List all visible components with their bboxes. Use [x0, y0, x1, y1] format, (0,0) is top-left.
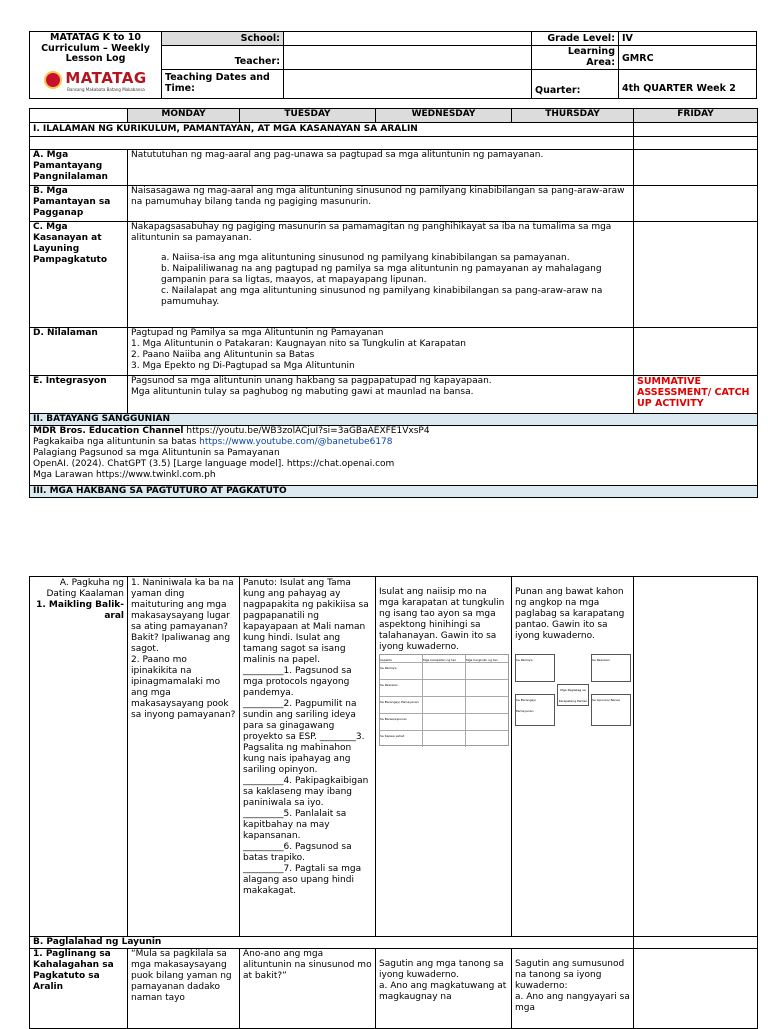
row-a-steps-label [30, 577, 128, 937]
review-label: 1. Maikling Balik-aral [36, 600, 124, 621]
area-label-cell [532, 46, 619, 70]
thursday-review-text: Punan ang bawat kahon ng angkop na mga paglabag sa karapatang pantao. Gawin ito sa iyong kuwaderno. [515, 587, 625, 641]
rights-table-header [380, 655, 508, 663]
grade-value: IV [622, 33, 633, 44]
rights-h3: Mga tungkulin ng tao [466, 658, 498, 662]
row-c-item-c: c. Nailalapat ang mga alituntuning sinusunod ng pamilyang kinabibilangan sa pang-araw-araw na pamumuhay. [161, 286, 603, 307]
rights-row [380, 714, 508, 731]
day-friday: FRIDAY [634, 109, 758, 123]
b-layunin-friday [634, 937, 758, 949]
row-a-label: A. Mga Pamantayang Pangnilalaman [30, 150, 128, 186]
row-d-line-4: 3. Mga Epekto ng Di-Pagtupad sa Mga Alituntunin [131, 361, 355, 371]
teacher-label-cell [162, 46, 284, 70]
b1-monday: “Mula sa pagkilala sa mga makasaysayang puok bilang yaman ng pamayanan dadako naman tayo [128, 949, 240, 1029]
day-monday: MONDAY [128, 109, 240, 123]
ref-5: Mga Larawan https://www.twinkl.com.ph [33, 470, 216, 480]
row-a-text: Natututuhan ng mag-aaral ang pag-unawa sa pagtupad sa mga alituntunin ng pamayanan. [128, 150, 634, 186]
section3-title: III. MGA HAKBANG SA PAGTUTURO AT PAGKATUTO [30, 486, 758, 498]
row-c-item-a: a. Naiisa-isa ang mga alituntuning sinusunod ng pamilyang kinabibilangan sa pamayanan. [161, 253, 570, 263]
teacher-value-cell[interactable] [284, 46, 532, 70]
grade-label: Grade Level: [547, 33, 615, 44]
ref-3: Palagiang Pagsunod sa mga Alituntunin sa Pamayanan [33, 448, 280, 458]
rights-row-5: Sa Kapwa Lahat [380, 731, 423, 747]
row-e-cell [128, 376, 634, 414]
quarter-value: 4th QUARTER Week 2 [622, 83, 736, 94]
row-b-friday [634, 186, 758, 222]
wednesday-review-text: Isulat ang naiisip mo na mga karapatan at tungkulin ng isang tao ayon sa mga aspektong hinihingi sa talahanayan. Gawin ito sa iyong kuwaderno. [379, 587, 505, 652]
diagram-box-1: Sa Pamilya [515, 654, 555, 682]
row-e-label: E. Integrasyon [30, 376, 128, 414]
day-tuesday: TUESDAY [240, 109, 376, 123]
row-d-line-3: 2. Paano Naiiba ang Alituntunin sa Batas [131, 350, 315, 360]
quarter-label: Quarter: [535, 85, 581, 96]
quarter-label-cell [532, 70, 619, 98]
rights-row-4: Sa Bansa/Lipunan [380, 714, 423, 730]
logo-text: MATATAG [65, 68, 147, 87]
recall-label: A. Pagkuha ng Dating Kaalaman [46, 578, 124, 599]
thursday-review [512, 577, 634, 937]
row-d-line-2: 1. Mga Alituntunin o Patakaran: Kaugnayan nito sa Tungkulin at Karapatan [131, 339, 467, 349]
lesson-log-title: MATATAG K to 10 Curriculum – Weekly Lesson Log [41, 32, 150, 64]
school-label-cell [162, 32, 284, 46]
section1-blank-friday [634, 137, 758, 150]
area-value-cell [619, 46, 756, 70]
monday-review: 1. Naniniwala ka ba na yaman ding maituturing ang mga makasaysayang lugar sa ating pamayanan? Bakit? Ipaliwanag ang sagot. 2. Paano mo ipinakikita na ipinagmamalaki mo ang mga makasaysayang pook sa inyong pamayanan? [128, 577, 240, 937]
logo-subtext: Bansang Makabata Batang Makabansa [67, 86, 145, 92]
summative-assessment: SUMMATIVE ASSESSMENT/ CATCH UP ACTIVITY [634, 376, 758, 414]
diagram-box-4: Sa Lipunan/ Bansa [591, 694, 631, 726]
tuesday-review: Panuto: Isulat ang Tama kung ang pahayag ay nagpapakita ng pakikiisa sa pagpapanatili ng kapayapaan at Mali naman kung hindi. Isulat ang tamang sagot sa isang malinis na papel. _________1. Pagsunod sa mga protocols ngayong pandemya. _________2. Pagpumilit na sundin ang sariling ideya para sa ginagawang proyekto sa ESP. ________3. Pagsalita ng mahinahon kung nais ipahayag ang sariling opinyon. _________4. Pakipagkaibigan sa kaklaseng may ibang paniniwala sa iyo. _________5. Panlalait sa kapitbahay na may kapansanan. _________6. Pagsunod sa batas trapiko. _________7. Pagtali sa mga alagang aso upang hindi makakagat. [240, 577, 376, 937]
b1-wednesday: Sagutin ang mga tanong sa iyong kuwaderno. a. Ano ang magkatuwang at magkaugnay na [376, 949, 512, 1029]
grade-label-cell [532, 32, 619, 46]
rights-row-3: Sa Barangay/ Pamayanan [380, 697, 423, 713]
rights-h1: Aspekto [380, 655, 423, 662]
school-value-cell[interactable] [284, 32, 532, 46]
row-c-friday [634, 222, 758, 328]
b1-friday [634, 949, 758, 1029]
ref-4: OpenAI. (2024). ChatGPT (3.5) [Large language model]. https://chat.openai.com [33, 459, 395, 469]
header-grid [29, 31, 757, 99]
grade-value-cell [619, 32, 756, 46]
row-c-item-b: b. Naipaliliwanag na ang pagtupad ng pamilya sa mga alituntunin ng pamayanan ay mahalagang gampanin para sa ligtas, maayos, at mapayapang lipunan. [161, 264, 602, 285]
deped-seal-icon [44, 71, 62, 89]
teacher-label: Teacher: [234, 56, 280, 67]
weekly-plan-table [29, 108, 758, 498]
row-b-label: B. Mga Pamantayan sa Pagganap [30, 186, 128, 222]
days-corner [30, 109, 128, 123]
b-layunin-label: B. Paglalahad ng Layunin [30, 937, 634, 949]
section2-title: II. BATAYANG SANGGUNIAN [30, 414, 758, 426]
row-c-label: C. Mga Kasanayan at Layuning Pampagkatuto [30, 222, 128, 328]
quarter-value-cell [619, 70, 756, 98]
row-c-cell [128, 222, 634, 328]
dates-value-cell[interactable] [284, 70, 532, 98]
row-e-line-1: Pagsunod sa mga alituntunin unang hakbang sa pagpapatupad ng kapayapaan. [131, 376, 492, 386]
area-label: Learning Area: [567, 46, 615, 68]
procedures-table [29, 576, 758, 1029]
rights-row-1: Sa Pamilya [380, 663, 423, 679]
section1-blank [30, 137, 634, 150]
rights-row-2: Sa Paaralan [380, 680, 423, 696]
b1-thursday: Sagutin ang sumusunod na tanong sa iyong kuwaderno: a. Ano ang nangyayari sa mga [512, 949, 634, 1029]
ref-2-text: Pagkakaiba nga alituntunin sa batas [33, 437, 200, 447]
b1-label: 1. Paglinang sa Kahalagahan sa Pagkatuto sa Aralin [30, 949, 128, 1029]
diagram-center: Mga Paglabag sa Karapatang Pantao [557, 684, 589, 706]
ref-1-bold: MDR Bros. Education Channel [33, 426, 184, 436]
b1-tuesday: Ano-ano ang mga alituntunin na sinusunod mo at bakit?” [240, 949, 376, 1029]
row-d-cell [128, 328, 634, 376]
rights-row [380, 680, 508, 697]
row-d-friday [634, 328, 758, 376]
day-wednesday: WEDNESDAY [376, 109, 512, 123]
row-e-line-2: Mga alituntunin tulay sa paghubog ng mabuting gawi at maunlad na bansa. [131, 387, 474, 397]
row-b-text: Naisasagawa ng mag-aaral ang mga alituntuning sinusunod ng pamilyang kinabibilangan sa pang-araw-araw na pamumuhay bilang tanda ng pagiging masunurin. [128, 186, 634, 222]
day-thursday: THURSDAY [512, 109, 634, 123]
header-title-cell [30, 32, 162, 98]
dates-label: Teaching Dates and Time: [165, 72, 270, 94]
rights-row [380, 697, 508, 714]
ref-2 [33, 437, 754, 448]
violations-diagram [515, 654, 631, 734]
diagram-box-2: Sa Paaralan [591, 654, 631, 682]
ref-2-link[interactable]: https://www.youtube.com/@banetube6178 [199, 437, 393, 447]
rights-row [380, 731, 508, 747]
rights-row [380, 663, 508, 680]
section1-title: I. ILALAMAN NG KURIKULUM, PAMANTAYAN, AT MGA KASANAYAN SA ARALIN [30, 123, 634, 137]
ref-1 [33, 426, 754, 437]
matatag-logo [30, 69, 161, 92]
ref-1-rest[interactable]: https://youtu.be/WB3zolACjuI?si=3aGBaAEXFE1VxsP4 [183, 426, 430, 436]
references-cell [30, 426, 758, 486]
wednesday-review [376, 577, 512, 937]
rights-table-image [379, 654, 509, 746]
row-d-line-1: Pagtupad ng Pamilya sa mga Alituntunin ng Pamayanan [131, 328, 384, 338]
row-a-friday [634, 150, 758, 186]
area-value: GMRC [622, 53, 654, 64]
school-label: School: [240, 33, 280, 44]
dates-label-cell [162, 70, 284, 98]
friday-review [634, 577, 758, 937]
row-d-label: D. Nilalaman [30, 328, 128, 376]
row-c-text: Nakapagsasabuhay ng pagiging masunurin sa pamamagitan ng panghihikayat sa iba na tumalima sa mga alituntunin sa pamayanan. [131, 222, 612, 243]
diagram-box-3: Sa Barangay/ Pamayanan [515, 694, 555, 726]
section1-friday [634, 123, 758, 137]
rights-h2: Mga karapatan ng tao [423, 655, 466, 662]
